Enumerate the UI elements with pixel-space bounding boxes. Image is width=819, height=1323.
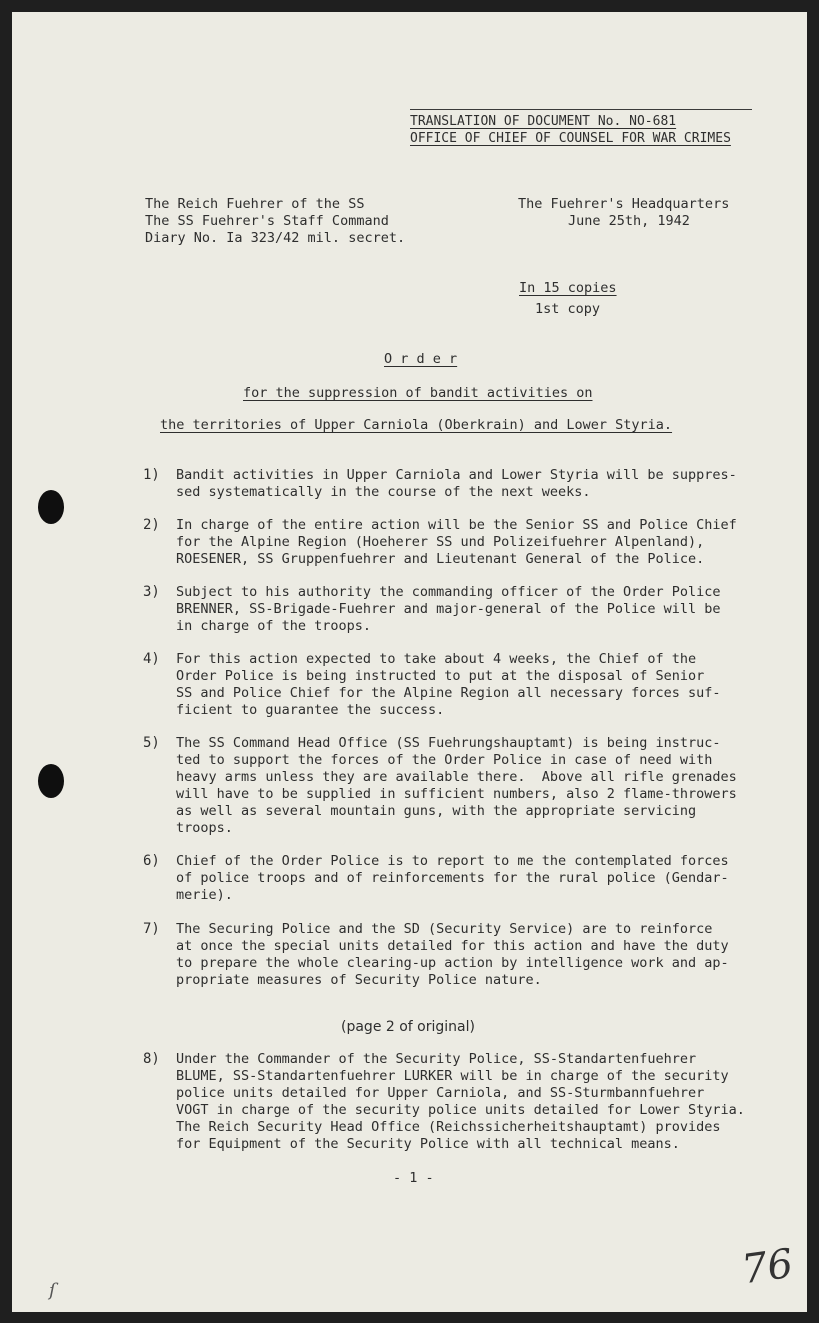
item-number: 1) <box>143 467 160 483</box>
item-text: The SS Command Head Office (SS Fuehrungshauptamt) is being instruc- ted to support the forces of the Order Police in case of need with heavy arms unless they are available there. Above all rifle grenades will have to be supplied in sufficient numbers, also 2 flame-throwers as well as several mountain guns, with the appropriate servicing troops. <box>176 735 737 836</box>
punch-hole-bottom <box>38 764 64 798</box>
date-line: June 25th, 1942 <box>568 213 690 229</box>
item-text: Chief of the Order Police is to report to me the contemplated forces of police troops and of reinforcements for the rural police (Gendar- merie). <box>176 853 729 903</box>
header-top-rule <box>410 109 752 110</box>
item-text: The Securing Police and the SD (Security Service) are to reinforce at once the special units detailed for this action and have the duty to prepare the whole clearing-up action by intelligence work and ap- propriate measures of Security Police nature. <box>176 921 729 988</box>
item-number: 4) <box>143 651 160 667</box>
item-text: For this action expected to take about 4 weeks, the Chief of the Order Police is being instructed to put at the disposal of Senior SS and Police Chief for the Alpine Region all necessary forces suf- ficient to guarantee the success. <box>176 651 721 718</box>
order-subtitle-1: for the suppression of bandit activities on <box>243 385 593 401</box>
margin-tick-mark: ſ <box>49 1280 56 1301</box>
punch-hole-top <box>38 490 64 524</box>
header-line-1: TRANSLATION OF DOCUMENT No. NO-681 <box>410 114 677 129</box>
item-number: 8) <box>143 1051 160 1067</box>
sender-line-1: The Reich Fuehrer of the SS <box>145 196 365 212</box>
copies-count: In 15 copies <box>519 280 617 296</box>
item-number: 2) <box>143 517 160 533</box>
item-number: 5) <box>143 735 160 751</box>
item-text: Bandit activities in Upper Carniola and Lower Styria will be suppres- sed systematically in the course of the next weeks. <box>176 467 737 500</box>
handwritten-page-number: 76 <box>739 1240 796 1294</box>
place-line: The Fuehrer's Headquarters <box>518 196 730 212</box>
item-number: 6) <box>143 853 160 869</box>
sender-line-2: The SS Fuehrer's Staff Command <box>145 213 389 229</box>
order-heading: O r d e r <box>384 351 458 367</box>
item-text: Subject to his authority the commanding officer of the Order Police BRENNER, SS-Brigade-Fuehrer and major-general of the Police will be in charge of the troops. <box>176 584 721 634</box>
copy-number: 1st copy <box>535 301 601 317</box>
header-line-2: OFFICE OF CHIEF OF COUNSEL FOR WAR CRIMES <box>410 131 731 146</box>
item-text: Under the Commander of the Security Police, SS-Standartenfuehrer BLUME, SS-Standartenfuehrer LURKER will be in charge of the security police units detailed for Upper Carniola, and SS-Sturmbannfuehrer VOGT in charge of the security police units detailed for Lower Styria. The Reich Security Head Office (Reichssicherheitshauptamt) provides for Equipment of the Security Police with all technical means. <box>176 1051 745 1152</box>
item-text: In charge of the entire action will be the Senior SS and Police Chief for the Alpine Region (Hoeherer SS und Polizeifuehrer Alpenland), ROESENER, SS Gruppenfuehrer and Lieutenant General of the Police. <box>176 517 737 567</box>
page-number: - 1 - <box>393 1170 434 1186</box>
sender-line-3: Diary No. Ia 323/42 mil. secret. <box>145 230 406 246</box>
document-page <box>12 12 807 1312</box>
item-number: 7) <box>143 921 160 937</box>
order-subtitle-2: the territories of Upper Carniola (Oberkrain) and Lower Styria. <box>160 417 673 433</box>
page-of-original-note: (page 2 of original) <box>341 1019 475 1035</box>
item-number: 3) <box>143 584 160 600</box>
